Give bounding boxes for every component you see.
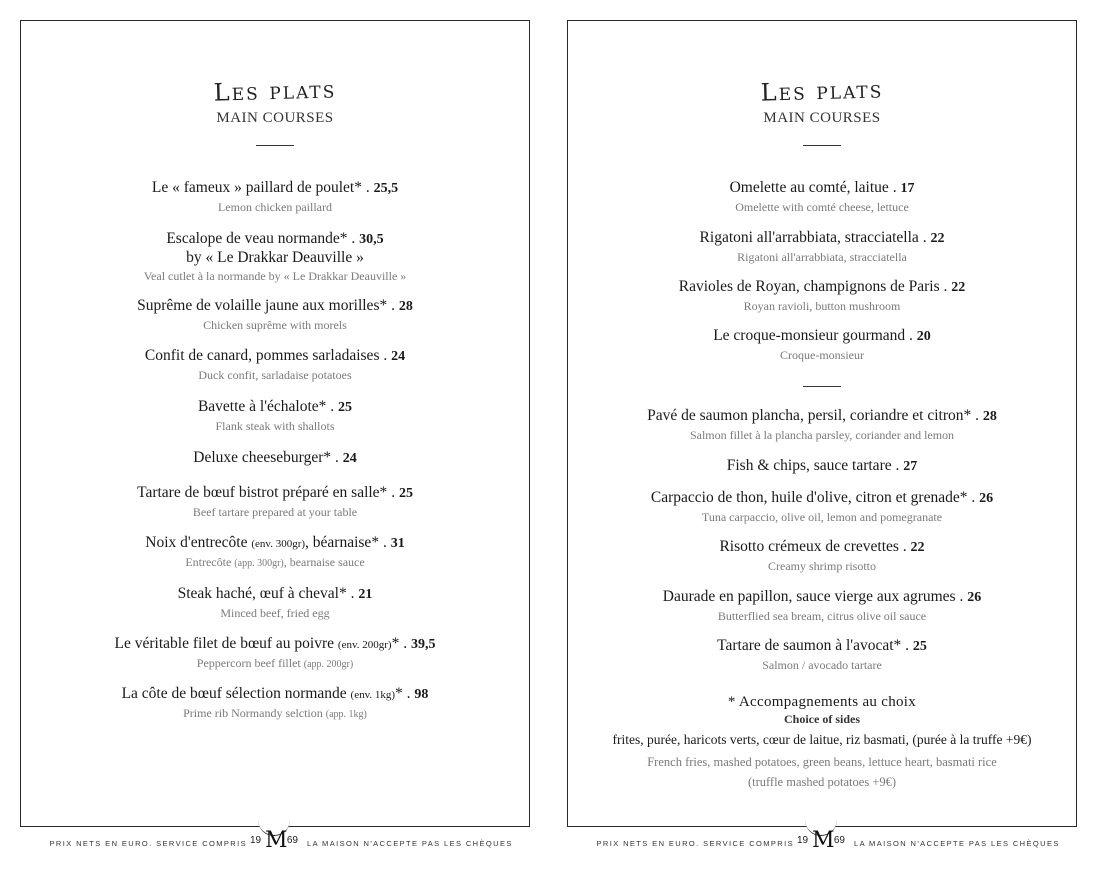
dish-price: 24 [342, 451, 357, 466]
menu-item: Tartare de bœuf bistrot préparé en salle* . 25 Beef tartare prepared at your table [21, 484, 529, 520]
dish-name: Suprême de volaille jaune aux morilles* [137, 297, 388, 314]
dish-name: Steak haché, œuf à cheval* [177, 585, 347, 602]
dish-name: Rigatoni all'arrabbiata, stracciatella [699, 229, 919, 246]
dish-name: Fish & chips, sauce tartare [726, 457, 892, 474]
dish-price: 28 [398, 299, 413, 314]
dish-price: 25 [398, 486, 413, 501]
page-footer [20, 826, 530, 862]
dish-price: 26 [967, 590, 982, 605]
menu-item: Confit de canard, pommes sarladaises . 24 Duck confit, sarladaise potatoes [21, 347, 529, 383]
dish-price: 39,5 [410, 637, 436, 652]
dish-price: 26 [979, 491, 994, 506]
dish-name: Le « fameux » paillard de poulet* [151, 179, 362, 196]
dish-weight: (env. 300gr) [251, 538, 306, 550]
dish-translation: Creamy shrimp risotto [768, 559, 876, 573]
dish-name: Deluxe cheeseburger* [193, 449, 332, 466]
dish-price: 21 [358, 587, 373, 602]
dish-price: 25 [912, 639, 927, 654]
dish-name: Risotto crémeux de crevettes [719, 538, 899, 555]
dish-translation: Peppercorn beef fillet (app. 200gr) [196, 656, 354, 670]
dish-name: Daurade en papillon, sauce vierge aux agrumes [662, 588, 956, 605]
menu-item: Omelette au comté, laitue . 17 Omelette with comté cheese, lettuce [568, 179, 1076, 215]
sides-heading: * Accompagnements au choix [727, 694, 917, 710]
dish-translation: Omelette with comté cheese, lettuce [735, 200, 909, 214]
dish-weight: (env. 1kg) [350, 689, 396, 701]
menu-item: Tartare de saumon à l'avocat* . 25 Salmon / avocado tartare [568, 637, 1076, 673]
menu-item: Pavé de saumon plancha, persil, coriandre et citron* . 28 Salmon fillet à la plancha parsley, coriander and lemon [568, 407, 1076, 443]
dish-translation: Entrecôte (app. 300gr), bearnaise sauce [185, 555, 365, 569]
dish-translation: Croque-monsieur [780, 348, 864, 362]
dish-price: 98 [414, 687, 429, 702]
dish-translation: Veal cutlet à la normande by « Le Drakkar Deauville » [143, 269, 407, 283]
dish-price: 25 [338, 400, 353, 415]
dish-name: Pavé de saumon plancha, persil, coriandre et citron* [647, 407, 972, 424]
dish-weight: (env. 200gr) [337, 639, 392, 651]
dish-translation: Butterflied sea bream, citrus olive oil sauce [717, 609, 927, 623]
dish-price: 28 [982, 409, 997, 424]
menu-item: Bavette à l'échalote* . 25 Flank steak with shallots [21, 398, 529, 434]
dish-price: 22 [910, 540, 925, 555]
menu-item: Daurade en papillon, sauce vierge aux agrumes . 26 Butterflied sea bream, citrus olive oil sauce [568, 588, 1076, 624]
footer-cheques-note: LA MAISON N'ACCEPTE PAS LES CHÈQUES [307, 839, 513, 848]
dish-name: Bavette à l'échalote* [197, 398, 327, 415]
dish-translation: Prime rib Normandy selction (app. 1kg) [183, 706, 367, 720]
page-title: Les plats [760, 75, 884, 107]
sides-heading-en: Choice of sides [784, 712, 860, 726]
dish-translation: Minced beef, fried egg [220, 606, 330, 620]
page-subtitle: MAIN COURSES [216, 110, 334, 126]
dish-name: La côte de bœuf sélection normande [121, 685, 347, 702]
menu-page-left [20, 20, 530, 827]
dish-name: Tartare de saumon à l'avocat* [717, 637, 902, 654]
dish-price: 25,5 [373, 181, 399, 196]
dish-translation: Salmon fillet à la plancha parsley, coriander and lemon [689, 428, 955, 442]
brand-logo: 19 M 69 [248, 826, 300, 856]
dish-price: 27 [903, 459, 918, 474]
dish-translation: Royan ravioli, button mushroom [743, 299, 901, 313]
sides-list-en: French fries, mashed potatoes, green beans, lettuce heart, basmati rice (truffle mashed potatoes +9€) [647, 755, 997, 789]
menu-item: Suprême de volaille jaune aux morilles* . 28 Chicken suprême with morels [21, 297, 529, 333]
divider [256, 145, 294, 146]
menu-item: Steak haché, œuf à cheval* . 21 Minced beef, fried egg [21, 585, 529, 621]
dish-price: 22 [930, 231, 945, 246]
menu-item: Escalope de veau normande* . 30,5 by « Le Drakkar Deauville » Veal cutlet à la normande by « Le Drakkar Deauville » [21, 230, 529, 284]
dish-name: Omelette au comté, laitue [729, 179, 889, 196]
dish-price: 17 [900, 181, 915, 196]
dish-translation: Tuna carpaccio, olive oil, lemon and pomegranate [701, 510, 943, 524]
page-subtitle: MAIN COURSES [763, 110, 881, 126]
menu-item: Fish & chips, sauce tartare . 27 [726, 457, 918, 474]
dish-name: Tartare de bœuf bistrot préparé en salle* [137, 484, 388, 501]
dish-name: Le croque-monsieur gourmand [713, 327, 906, 344]
dish-price: 31 [390, 536, 405, 551]
divider [803, 386, 841, 387]
menu-item: Le « fameux » paillard de poulet* . 25,5 Lemon chicken paillard [21, 179, 529, 215]
footer-prices-note: PRIX NETS EN EURO. SERVICE COMPRIS [49, 839, 247, 848]
page-footer [567, 826, 1077, 862]
dish-name: Le véritable filet de bœuf au poivre [114, 635, 335, 652]
dish-name: Confit de canard, pommes sarladaises [144, 347, 380, 364]
dish-translation: Beef tartare prepared at your table [192, 505, 358, 519]
dish-price: 30,5 [359, 232, 384, 247]
dish-price: 24 [391, 349, 406, 364]
dish-price: 20 [916, 329, 931, 344]
dish-name-line2: by « Le Drakkar Deauville » [186, 249, 364, 266]
sides-section [568, 694, 1076, 792]
dish-name: Escalope de veau normande* [166, 230, 348, 247]
menu-item: Carpaccio de thon, huile d'olive, citron et grenade* . 26 Tuna carpaccio, olive oil, lemon and pomegranate [568, 489, 1076, 525]
menu-item: La côte de bœuf sélection normande (env. 1kg)* . 98 Prime rib Normandy selction (app. 1kg) [21, 685, 529, 723]
menu-item: Deluxe cheeseburger* . 24 [193, 449, 357, 466]
menu-item: Noix d'entrecôte (env. 300gr), béarnaise* . 31 Entrecôte (app. 300gr), bearnaise sauce [21, 534, 529, 572]
dish-name: Carpaccio de thon, huile d'olive, citron et grenade* [650, 489, 968, 506]
menu-item: Le véritable filet de bœuf au poivre (env. 200gr)* . 39,5 Peppercorn beef fillet (app. 200gr) [21, 635, 529, 673]
page-title: Les plats [213, 75, 337, 107]
sides-list-fr: frites, purée, haricots verts, cœur de laitue, riz basmati, (purée à la truffe +9€) [612, 732, 1032, 747]
menu-item: Risotto crémeux de crevettes . 22 Creamy shrimp risotto [568, 538, 1076, 574]
dish-translation: Salmon / avocado tartare [762, 658, 882, 672]
divider [803, 145, 841, 146]
dish-name: Noix d'entrecôte [145, 534, 248, 551]
dish-translation: Flank steak with shallots [215, 419, 335, 433]
menu-item: Le croque-monsieur gourmand . 20 Croque-monsieur [568, 327, 1076, 363]
dish-translation: Duck confit, sarladaise potatoes [198, 368, 352, 382]
menu-item: Ravioles de Royan, champignons de Paris . 22 Royan ravioli, button mushroom [568, 278, 1076, 314]
menu-page-right [567, 20, 1077, 827]
footer-prices-note: PRIX NETS EN EURO. SERVICE COMPRIS [596, 839, 794, 848]
menu-item: Rigatoni all'arrabbiata, stracciatella . 22 Rigatoni all'arrabbiata, stracciatella [568, 229, 1076, 265]
dish-price: 22 [951, 280, 966, 295]
dish-translation: Chicken suprême with morels [203, 318, 347, 332]
dish-translation: Lemon chicken paillard [218, 200, 332, 214]
dish-name: Ravioles de Royan, champignons de Paris [678, 278, 940, 295]
dish-translation: Rigatoni all'arrabbiata, stracciatella [737, 250, 907, 264]
footer-cheques-note: LA MAISON N'ACCEPTE PAS LES CHÈQUES [854, 839, 1060, 848]
brand-logo: 19 M 69 [795, 826, 847, 856]
